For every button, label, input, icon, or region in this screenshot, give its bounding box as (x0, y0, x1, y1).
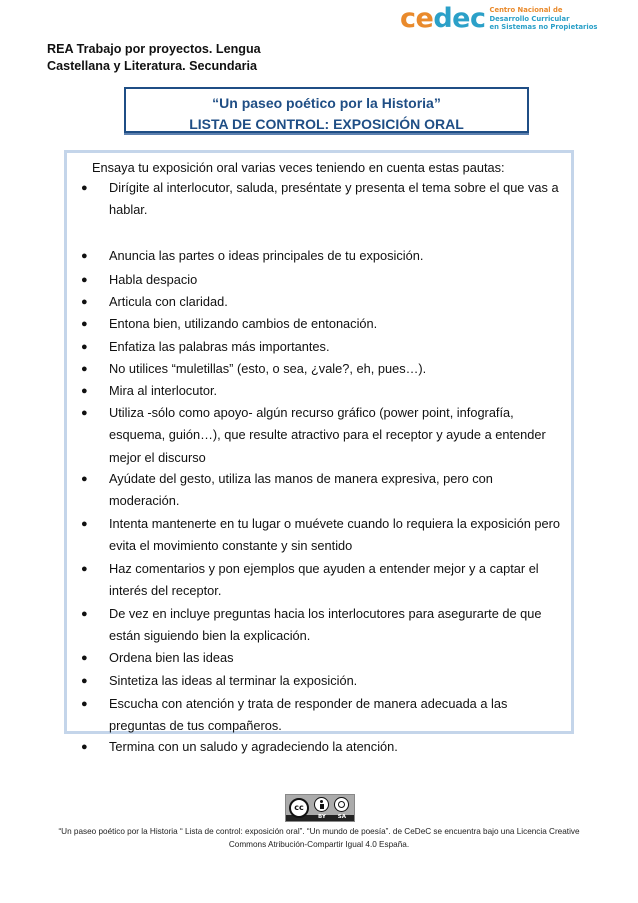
checklist-item-text: Ayúdate del gesto, utiliza las manos de manera expresiva, pero con moderación. (109, 471, 493, 509)
bullet-icon: ● (81, 652, 88, 664)
share-alike-icon (334, 797, 349, 812)
bullet-icon: ● (81, 473, 88, 485)
checklist-item-text: No utilices “muletillas” (esto, o sea, ¿vale?, eh, pues…). (109, 361, 427, 376)
bullet-icon: ● (81, 182, 88, 194)
checklist-item-text: De vez en incluye preguntas hacia los interlocutores para asegurarte de que están siguiendo bien la explicación. (109, 606, 542, 644)
attribution-icon (314, 797, 329, 812)
logo-word-part2: dec (433, 3, 486, 34)
footer-line2: Commons Atribución-Compartir Igual 4.0 España. (228, 840, 410, 849)
bullet-icon: ● (81, 363, 88, 375)
bullet-icon: ● (81, 318, 88, 330)
bullet-icon: ● (81, 385, 88, 397)
cedec-logo (400, 4, 600, 34)
checklist-item-text: Haz comentarios y pon ejemplos que ayuden a entender mejor y a captar el interés del receptor. (109, 561, 539, 599)
checklist-item-text: Habla despacio (109, 272, 198, 287)
bullet-icon: ● (81, 274, 88, 286)
checklist-item-text: Entona bien, utilizando cambios de entonación. (109, 316, 378, 331)
document-subtitle: LISTA DE CONTROL: EXPOSICIÓN ORAL (189, 116, 464, 132)
checklist-box (64, 150, 574, 754)
checklist-item-text: Mira al interlocutor. (109, 383, 218, 398)
logo-wordmark (400, 4, 485, 34)
cc-by-sa-icon (285, 794, 355, 822)
bullet-icon: ● (81, 296, 88, 308)
license-footer (30, 825, 608, 851)
checklist-item-text: Termina con un saludo y agradeciendo la atención. (109, 739, 398, 754)
logo-word-part1: ce (400, 3, 434, 34)
document-title: “Un paseo poético por la Historia” (212, 95, 441, 111)
checklist-item-text: Articula con claridad. (109, 294, 228, 309)
document-header-title (47, 41, 347, 75)
checklist-item-text: Enfatiza las palabras más importantes. (109, 339, 330, 354)
bullet-icon: ● (81, 250, 88, 262)
bullet-icon: ● (81, 563, 88, 575)
checklist-item-text: Utiliza -sólo como apoyo- algún recurso gráfico (power point, infografía, esquema, guión…), que resulte atractivo para el receptor y ayude a entender mejor el discurso (109, 405, 546, 465)
checklist-item-text: Ordena bien las ideas (109, 650, 234, 665)
checklist-item-text: Anuncia las partes o ideas principales de tu exposición. (109, 248, 424, 263)
bullet-icon: ● (81, 341, 88, 353)
bullet-icon: ● (81, 698, 88, 710)
footer-line1: “Un paseo poético por la Historia “ Lista de control: exposición oral”. “Un mundo de poesía”. de CeDeC se encuentra bajo una Licencia Creative (58, 827, 580, 836)
bullet-icon: ● (81, 608, 88, 620)
bullet-icon: ● (81, 675, 88, 687)
checklist-item-text: Intenta mantenerte en tu lugar o muévete cuando lo requiera la exposición pero evita el movimiento constante y sin sentido (109, 516, 561, 554)
license-badge-labels (312, 813, 352, 821)
logo-tagline-line: en Sistemas no Propietarios (489, 23, 598, 32)
checklist-item-text: Sintetiza las ideas al terminar la exposición. (109, 673, 358, 688)
logo-tagline-line: Desarrollo Curricular (489, 14, 570, 23)
bullet-icon: ● (81, 518, 88, 530)
bullet-icon: ● (81, 741, 88, 753)
title-box (124, 87, 529, 133)
logo-tagline-line: Centro Nacional de (489, 6, 563, 15)
header-title-line2: Castellana y Literatura. Secundaria (47, 59, 257, 73)
checklist-intro: Ensaya tu exposición oral varias veces teniendo en cuenta estas pautas: (92, 160, 505, 175)
cc-icon: cc (289, 798, 309, 818)
checklist-item-text: Escucha con atención y trata de responder de manera adecuada a las preguntas de tus compañeros. (109, 696, 508, 734)
bullet-icon: ● (81, 407, 88, 419)
checklist-item-text: Dirígite al interlocutor, saluda, preséntate y presenta el tema sobre el que vas a hablar. (109, 180, 559, 218)
logo-tagline (489, 6, 597, 32)
license-label-sa: SA (337, 814, 347, 820)
header-title-line1: REA Trabajo por proyectos. Lengua (47, 42, 261, 56)
license-label-by: BY (317, 814, 326, 820)
